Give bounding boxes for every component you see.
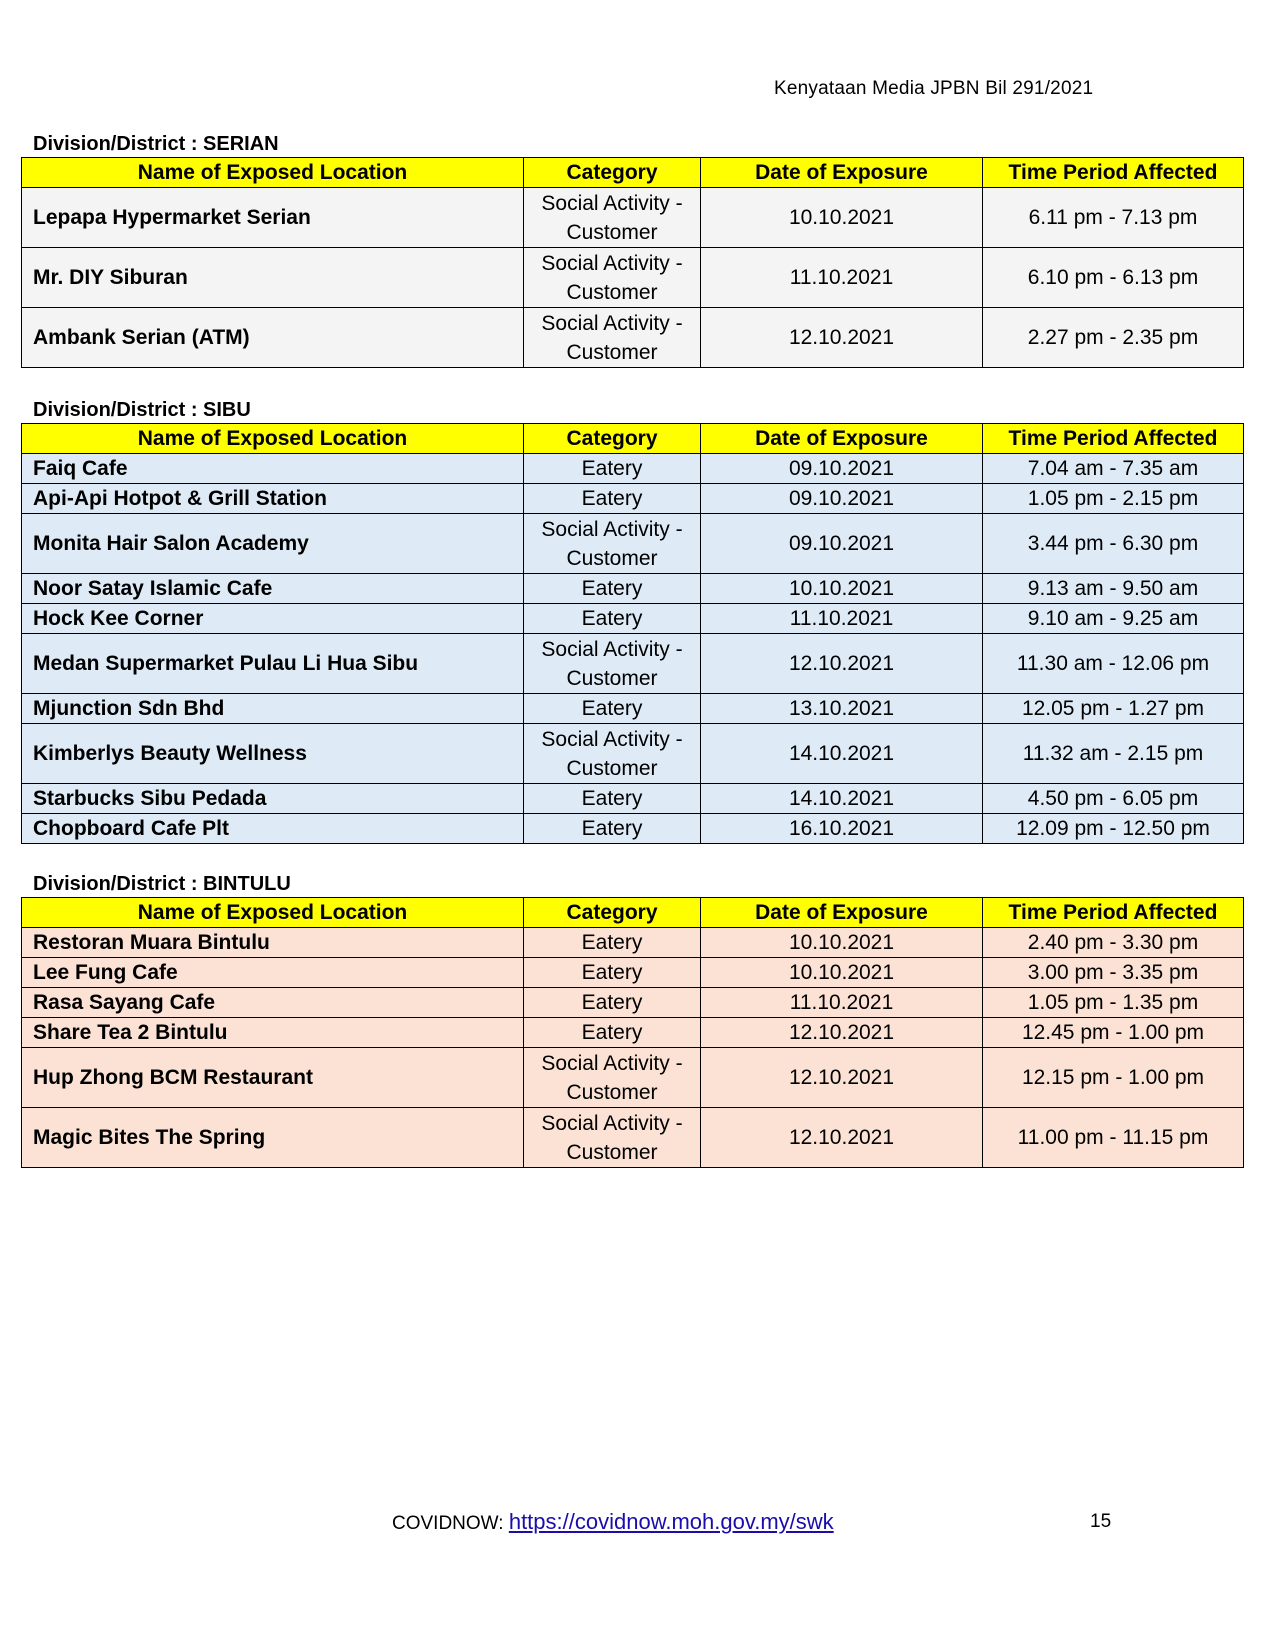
cell-location: Api-Api Hotpot & Grill Station: [22, 484, 524, 514]
cell-location: Share Tea 2 Bintulu: [22, 1018, 524, 1048]
cell-category: Social Activity - Customer: [524, 724, 701, 784]
cell-location: Kimberlys Beauty Wellness: [22, 724, 524, 784]
table-row: [22, 454, 1244, 484]
cell-time: 9.10 am - 9.25 am: [983, 604, 1244, 634]
cell-location: Chopboard Cafe Plt: [22, 814, 524, 844]
table-row: [22, 814, 1244, 844]
table-header-row: [22, 158, 1244, 188]
exposure-table-sibu: [21, 423, 1244, 844]
footer-label: COVIDNOW:: [392, 1513, 509, 1534]
cell-category: Social Activity - Customer: [524, 248, 701, 308]
column-header-time: Time Period Affected: [983, 424, 1244, 454]
table-row: [22, 308, 1244, 368]
cell-time: 2.40 pm - 3.30 pm: [983, 928, 1244, 958]
table-row: [22, 928, 1244, 958]
cell-category: Eatery: [524, 958, 701, 988]
column-header-category: Category: [524, 898, 701, 928]
cell-date: 11.10.2021: [701, 604, 983, 634]
table-row: [22, 694, 1244, 724]
cell-category: Eatery: [524, 574, 701, 604]
column-header-date: Date of Exposure: [701, 158, 983, 188]
cell-date: 09.10.2021: [701, 484, 983, 514]
cell-location: Restoran Muara Bintulu: [22, 928, 524, 958]
covidnow-link[interactable]: https://covidnow.moh.gov.my/swk: [508, 1509, 834, 1534]
column-header-location: Name of Exposed Location: [22, 158, 524, 188]
cell-time: 11.00 pm - 11.15 pm: [983, 1108, 1244, 1168]
cell-category: Social Activity - Customer: [524, 308, 701, 368]
cell-category: Social Activity - Customer: [524, 514, 701, 574]
cell-location: Medan Supermarket Pulau Li Hua Sibu: [22, 634, 524, 694]
footer: [392, 1509, 834, 1535]
exposure-table-serian: [21, 157, 1244, 368]
cell-date: 12.10.2021: [701, 1048, 983, 1108]
column-header-time: Time Period Affected: [983, 898, 1244, 928]
cell-category: Social Activity - Customer: [524, 1108, 701, 1168]
column-header-location: Name of Exposed Location: [22, 898, 524, 928]
cell-time: 2.27 pm - 2.35 pm: [983, 308, 1244, 368]
cell-category: Eatery: [524, 814, 701, 844]
column-header-date: Date of Exposure: [701, 898, 983, 928]
cell-time: 1.05 pm - 2.15 pm: [983, 484, 1244, 514]
exposure-table-bintulu: [21, 897, 1244, 1168]
cell-date: 13.10.2021: [701, 694, 983, 724]
cell-date: 16.10.2021: [701, 814, 983, 844]
cell-location: Noor Satay Islamic Cafe: [22, 574, 524, 604]
cell-location: Lee Fung Cafe: [22, 958, 524, 988]
cell-category: Social Activity - Customer: [524, 634, 701, 694]
cell-category: Eatery: [524, 604, 701, 634]
table-row: [22, 1048, 1244, 1108]
column-header-category: Category: [524, 424, 701, 454]
cell-location: Hup Zhong BCM Restaurant: [22, 1048, 524, 1108]
table-row: [22, 988, 1244, 1018]
cell-category: Eatery: [524, 454, 701, 484]
cell-date: 12.10.2021: [701, 1018, 983, 1048]
cell-category: Eatery: [524, 484, 701, 514]
cell-category: Social Activity - Customer: [524, 1048, 701, 1108]
cell-time: 3.00 pm - 3.35 pm: [983, 958, 1244, 988]
district-heading-serian: Division/District : SERIAN: [33, 133, 279, 155]
table-row: [22, 574, 1244, 604]
table-row: [22, 1018, 1244, 1048]
cell-category: Eatery: [524, 694, 701, 724]
table-row: [22, 784, 1244, 814]
cell-location: Faiq Cafe: [22, 454, 524, 484]
cell-category: Eatery: [524, 988, 701, 1018]
cell-location: Monita Hair Salon Academy: [22, 514, 524, 574]
column-header-time: Time Period Affected: [983, 158, 1244, 188]
cell-date: 12.10.2021: [701, 1108, 983, 1168]
cell-date: 10.10.2021: [701, 188, 983, 248]
cell-category: Social Activity - Customer: [524, 188, 701, 248]
cell-time: 7.04 am - 7.35 am: [983, 454, 1244, 484]
cell-time: 12.09 pm - 12.50 pm: [983, 814, 1244, 844]
column-header-category: Category: [524, 158, 701, 188]
cell-location: Mjunction Sdn Bhd: [22, 694, 524, 724]
cell-location: Lepapa Hypermarket Serian: [22, 188, 524, 248]
cell-date: 10.10.2021: [701, 928, 983, 958]
table-row: [22, 188, 1244, 248]
cell-time: 12.15 pm - 1.00 pm: [983, 1048, 1244, 1108]
cell-date: 09.10.2021: [701, 514, 983, 574]
cell-time: 6.11 pm - 7.13 pm: [983, 188, 1244, 248]
cell-location: Rasa Sayang Cafe: [22, 988, 524, 1018]
cell-date: 14.10.2021: [701, 784, 983, 814]
cell-location: Ambank Serian (ATM): [22, 308, 524, 368]
table-row: [22, 484, 1244, 514]
cell-location: Mr. DIY Siburan: [22, 248, 524, 308]
cell-date: 14.10.2021: [701, 724, 983, 784]
district-heading-sibu: Division/District : SIBU: [33, 399, 251, 421]
cell-date: 09.10.2021: [701, 454, 983, 484]
table-row: [22, 724, 1244, 784]
table-row: [22, 604, 1244, 634]
cell-date: 10.10.2021: [701, 958, 983, 988]
cell-date: 11.10.2021: [701, 248, 983, 308]
cell-date: 11.10.2021: [701, 988, 983, 1018]
table-row: [22, 248, 1244, 308]
cell-category: Eatery: [524, 1018, 701, 1048]
column-header-date: Date of Exposure: [701, 424, 983, 454]
table-header-row: [22, 898, 1244, 928]
district-heading-bintulu: Division/District : BINTULU: [33, 873, 291, 895]
cell-time: 1.05 pm - 1.35 pm: [983, 988, 1244, 1018]
cell-time: 12.45 pm - 1.00 pm: [983, 1018, 1244, 1048]
cell-location: Magic Bites The Spring: [22, 1108, 524, 1168]
cell-category: Eatery: [524, 784, 701, 814]
cell-date: 12.10.2021: [701, 308, 983, 368]
table-row: [22, 1108, 1244, 1168]
document-reference: Kenyataan Media JPBN Bil 291/2021: [774, 78, 1094, 99]
cell-date: 10.10.2021: [701, 574, 983, 604]
cell-time: 6.10 pm - 6.13 pm: [983, 248, 1244, 308]
cell-time: 12.05 pm - 1.27 pm: [983, 694, 1244, 724]
cell-time: 3.44 pm - 6.30 pm: [983, 514, 1244, 574]
cell-time: 11.32 am - 2.15 pm: [983, 724, 1244, 784]
table-row: [22, 634, 1244, 694]
cell-time: 4.50 pm - 6.05 pm: [983, 784, 1244, 814]
table-row: [22, 514, 1244, 574]
cell-time: 11.30 am - 12.06 pm: [983, 634, 1244, 694]
cell-location: Hock Kee Corner: [22, 604, 524, 634]
table-header-row: [22, 424, 1244, 454]
cell-category: Eatery: [524, 928, 701, 958]
cell-location: Starbucks Sibu Pedada: [22, 784, 524, 814]
page-number: 15: [1090, 1511, 1112, 1532]
column-header-location: Name of Exposed Location: [22, 424, 524, 454]
cell-date: 12.10.2021: [701, 634, 983, 694]
table-row: [22, 958, 1244, 988]
cell-time: 9.13 am - 9.50 am: [983, 574, 1244, 604]
